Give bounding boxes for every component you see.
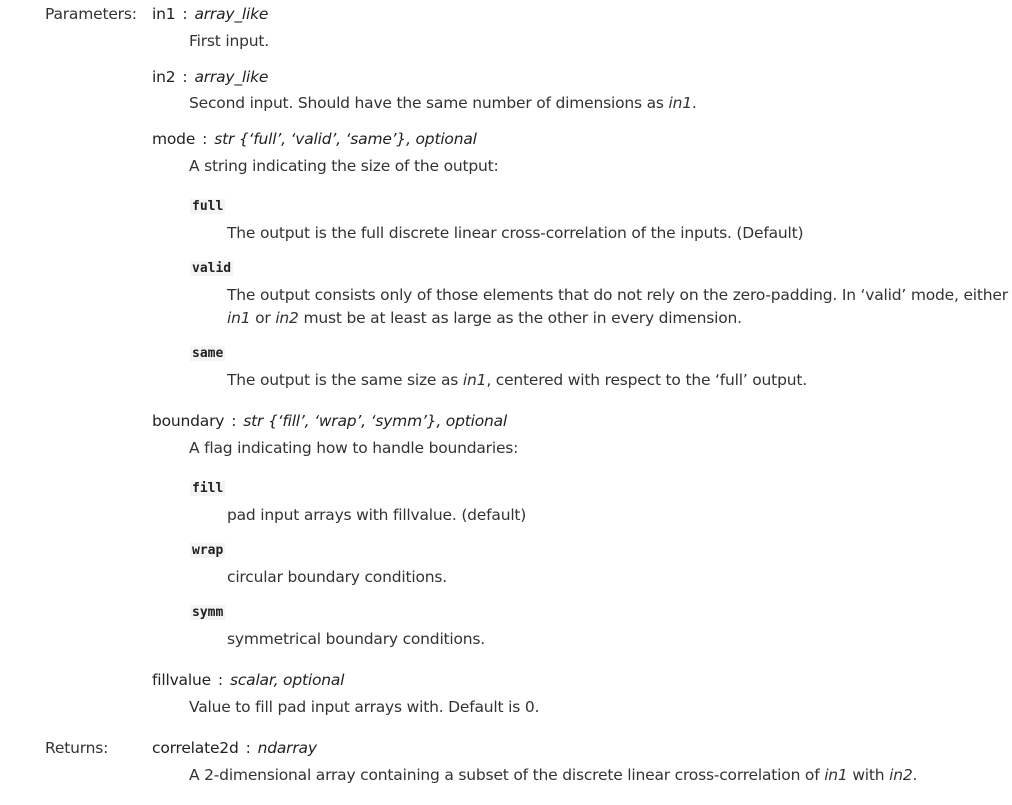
- param-name: in2: [152, 68, 176, 86]
- option-wrap-description: circular boundary conditions.: [227, 568, 447, 586]
- param-separator: :: [182, 5, 188, 23]
- param-reference: in1: [227, 309, 251, 327]
- param-mode: [152, 130, 477, 148]
- param-boundary: [152, 412, 507, 430]
- option-wrap-code: wrap: [192, 543, 224, 558]
- param-in2-description: [189, 94, 697, 112]
- param-reference: in1: [824, 766, 848, 784]
- param-in2: [152, 68, 268, 86]
- description-text: with: [847, 766, 890, 784]
- param-type: array_like: [194, 5, 269, 23]
- param-type: array_like: [194, 68, 269, 86]
- param-boundary-description: A flag indicating how to handle boundaries:: [189, 439, 519, 457]
- param-name: mode: [152, 130, 196, 148]
- option-valid-code: valid: [192, 261, 232, 276]
- param-separator: :: [217, 671, 223, 689]
- return-separator: :: [245, 739, 251, 757]
- description-text: A 2-dimensional array containing a subset of the discrete linear cross-correlation of: [189, 766, 825, 784]
- option-same-code: same: [192, 346, 224, 361]
- return-name: correlate2d: [152, 739, 239, 757]
- description-text: , centered with respect to the ‘full’ output.: [486, 371, 807, 389]
- option-symm-description: symmetrical boundary conditions.: [227, 630, 486, 648]
- option-fill-description: pad input arrays with fillvalue. (default): [227, 506, 527, 524]
- returns-label: Returns:: [45, 739, 109, 757]
- param-name: fillvalue: [152, 671, 211, 689]
- option-fill-code: fill: [192, 481, 224, 496]
- return-type: ndarray: [257, 739, 317, 757]
- param-reference: in2: [275, 309, 299, 327]
- param-reference: in1: [668, 94, 692, 112]
- param-name: boundary: [152, 412, 225, 430]
- param-fillvalue-description: Value to fill pad input arrays with. Default is 0.: [189, 698, 540, 716]
- param-fillvalue: [152, 671, 344, 689]
- param-mode-description: A string indicating the size of the output:: [189, 157, 499, 175]
- param-reference: in1: [462, 371, 487, 389]
- param-separator: :: [231, 412, 237, 430]
- param-name: in1: [152, 5, 176, 23]
- description-text: .: [691, 94, 697, 112]
- description-text: .: [912, 766, 918, 784]
- option-same-description: [227, 369, 807, 392]
- option-full-description: The output is the full discrete linear cross-correlation of the inputs. (Default): [227, 224, 804, 242]
- param-in1-description: First input.: [189, 32, 269, 50]
- return-description: [189, 766, 917, 784]
- option-valid-description: [227, 284, 1008, 330]
- description-text: Second input. Should have the same number of dimensions as: [189, 94, 669, 112]
- param-type: scalar, optional: [229, 671, 345, 689]
- parameters-label: Parameters:: [45, 5, 137, 23]
- param-type: str {‘full’, ‘valid’, ‘same’}, optional: [214, 130, 477, 148]
- description-text: must be at least as large as the other in every dimension.: [298, 309, 742, 327]
- option-symm-code: symm: [192, 605, 224, 620]
- option-full-code: full: [192, 199, 224, 214]
- return-correlate2d: [152, 739, 317, 757]
- param-separator: :: [182, 68, 188, 86]
- param-reference: in2: [889, 766, 913, 784]
- param-type: str {‘fill’, ‘wrap’, ‘symm’}, optional: [243, 412, 508, 430]
- param-separator: :: [202, 130, 208, 148]
- description-text: The output is the same size as: [227, 371, 463, 389]
- description-text: or: [250, 309, 276, 327]
- description-text: The output consists only of those elements that do not rely on the zero-padding. In ‘valid’ mode, either: [227, 286, 1008, 304]
- param-in1: [152, 5, 268, 23]
